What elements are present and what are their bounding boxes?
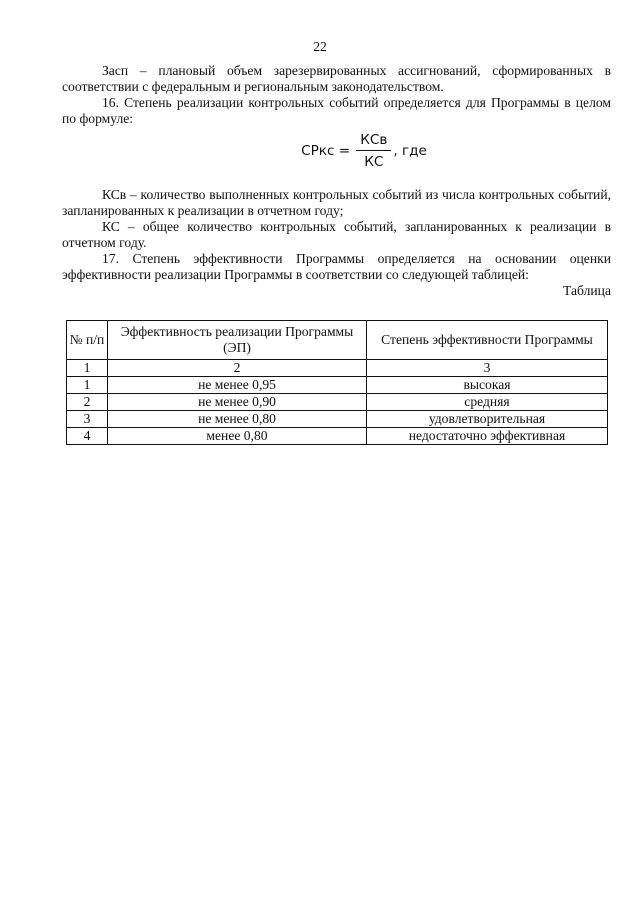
paragraph-item-17: 17. Степень эффективности Программы определяется на основании оценки эффективности реализации Программы в соответствии со следующей таблицей:	[62, 251, 611, 282]
table-cell: недостаточно эффективная	[367, 428, 608, 445]
table-row	[67, 394, 608, 411]
header-number: № п/п	[67, 321, 108, 360]
formula-lhs: СРкс =	[301, 143, 351, 159]
formula-fraction	[356, 132, 391, 170]
header-efficiency: Эффективность реализации Программы (ЭП)	[108, 321, 367, 360]
header-degree: Степень эффективности Программы	[367, 321, 608, 360]
table-cell: 1	[67, 360, 108, 377]
table-cell: 1	[67, 377, 108, 394]
table-cell: не менее 0,90	[108, 394, 367, 411]
table-row	[67, 428, 608, 445]
table-caption: Таблица	[563, 283, 611, 298]
paragraph-ksv-definition: КСв – количество выполненных контрольных событий из числа контрольных событий, запланированных к реализации в отчетном году;	[62, 187, 611, 218]
efficiency-table	[66, 320, 608, 445]
table-cell: не менее 0,95	[108, 377, 367, 394]
table-row	[67, 377, 608, 394]
table-cell: удовлетворительная	[367, 411, 608, 428]
table-cell: средняя	[367, 394, 608, 411]
table-cell: 3	[67, 411, 108, 428]
body-text	[62, 63, 611, 299]
table-cell: менее 0,80	[108, 428, 367, 445]
formula-suffix: , где	[393, 143, 427, 159]
formula	[117, 127, 611, 175]
table-cell: высокая	[367, 377, 608, 394]
table-cell: 2	[67, 394, 108, 411]
page-number: 22	[313, 39, 327, 54]
table-cell: 4	[67, 428, 108, 445]
paragraph-item-16: 16. Степень реализации контрольных событий определяется для Программы в целом по формуле:	[62, 95, 611, 126]
formula-numerator: КСв	[356, 132, 391, 151]
table-row	[67, 411, 608, 428]
paragraph-zasp-definition: Засп – плановый объем зарезервированных ассигнований, сформированных в соответствии с федеральным и региональным законодательством.	[62, 63, 611, 94]
table-cell: 3	[367, 360, 608, 377]
formula-denominator: КС	[364, 154, 384, 170]
table-header-row	[67, 321, 608, 360]
paragraph-ks-definition: КС – общее количество контрольных событий, запланированных к реализации в отчетном году.	[62, 219, 611, 250]
table-cell: 2	[108, 360, 367, 377]
table-row	[67, 360, 608, 377]
table-cell: не менее 0,80	[108, 411, 367, 428]
